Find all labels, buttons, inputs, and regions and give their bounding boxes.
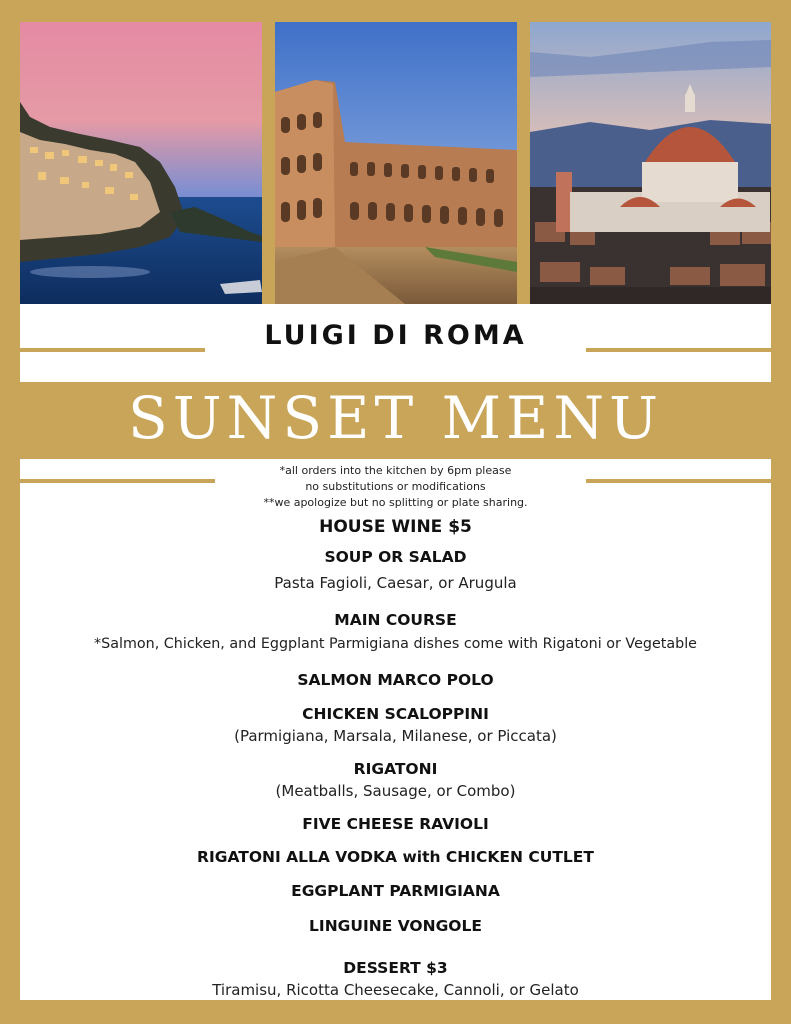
dish-name: RIGATONI — [353, 760, 438, 778]
photo-colosseum — [275, 22, 517, 304]
dish-options: (Meatballs, Sausage, or Combo) — [275, 782, 516, 800]
dish-name: RIGATONI ALLA VODKA with CHICKEN CUTLET — [197, 848, 594, 866]
dessert-heading: DESSERT $3 — [343, 959, 448, 977]
main-course-heading: MAIN COURSE — [334, 611, 457, 629]
dish-name: EGGPLANT PARMIGIANA — [291, 882, 500, 900]
menu-panel — [20, 459, 771, 1000]
dessert-options: Tiramisu, Ricotta Cheesecake, Cannoli, or Gelato — [212, 981, 579, 999]
main-course-note: *Salmon, Chicken, and Eggplant Parmigiana dishes come with Rigatoni or Vegetable — [94, 636, 697, 652]
note-line: **we apologize but no splitting or plate sharing. — [263, 496, 528, 509]
dish-name: SALMON MARCO POLO — [297, 671, 494, 689]
dish-name: CHICKEN SCALOPPINI — [302, 705, 489, 723]
dish-name: FIVE CHEESE RAVIOLI — [302, 815, 489, 833]
soup-salad-heading: SOUP OR SALAD — [324, 548, 467, 566]
note-line: *all orders into the kitchen by 6pm please — [279, 464, 512, 477]
menu-title: SUNSET MENU — [128, 384, 663, 452]
house-wine-heading: HOUSE WINE $5 — [319, 517, 472, 537]
photo-cinque-terre — [20, 22, 262, 304]
restaurant-name: LUIGI DI ROMA — [264, 320, 527, 351]
soup-salad-options: Pasta Fagioli, Caesar, or Arugula — [274, 574, 517, 592]
order-notes — [20, 463, 771, 511]
photo-florence-duomo — [530, 22, 771, 304]
note-line: no substitutions or modifications — [305, 480, 486, 493]
dish-options: (Parmigiana, Marsala, Milanese, or Piccata) — [234, 727, 557, 745]
header-panel — [20, 304, 771, 382]
dish-name: LINGUINE VONGOLE — [309, 917, 482, 935]
